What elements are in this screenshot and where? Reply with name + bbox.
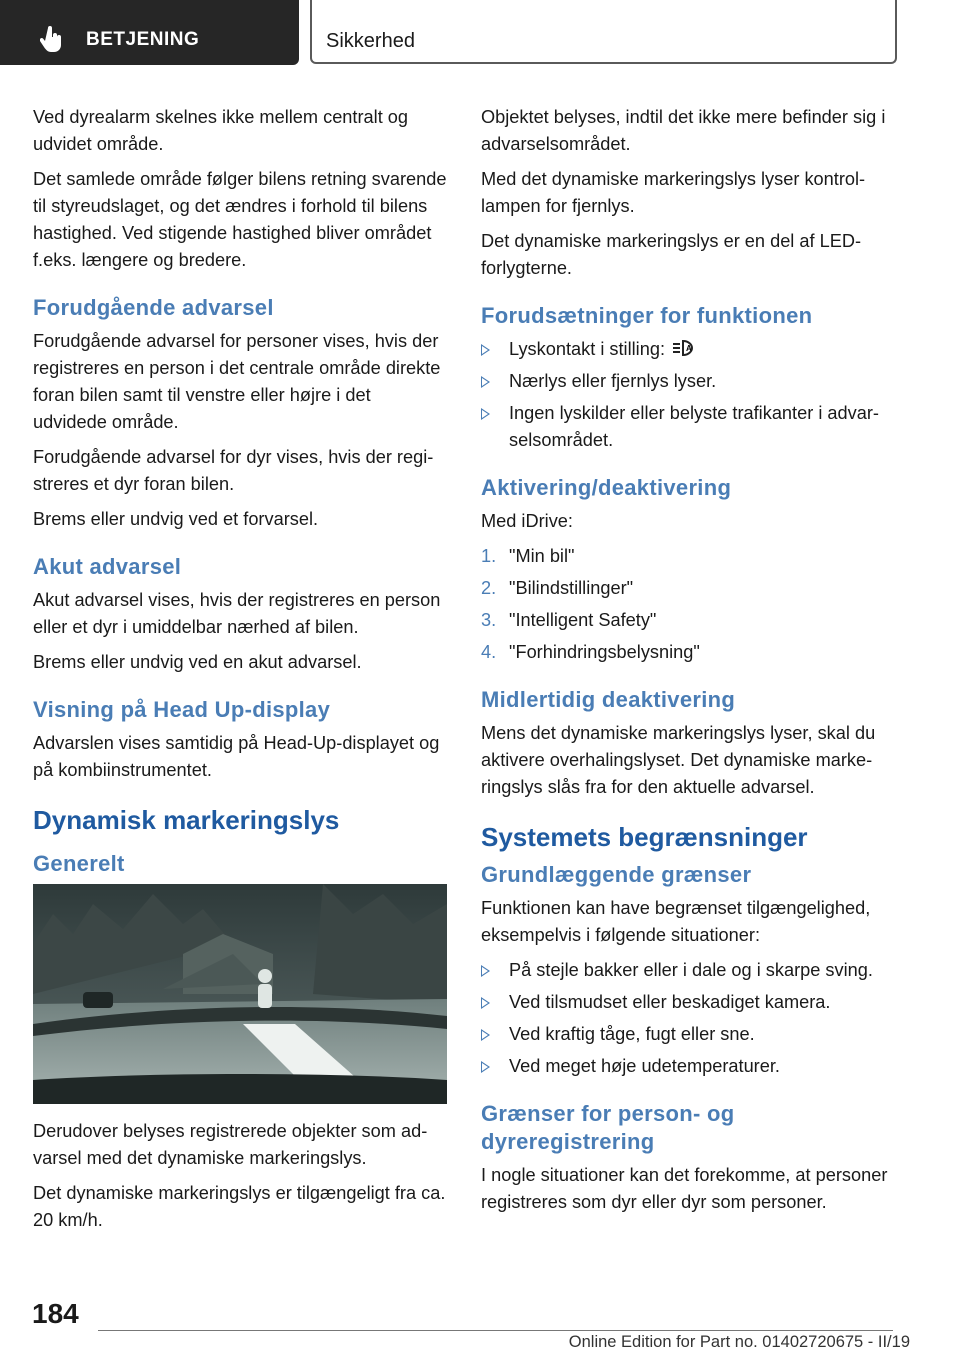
svg-text:A: A [686,344,692,353]
paragraph: Advarslen vises samtidig på Head-Up-displayet og på kombiinstrumentet. [33,733,440,780]
heading-forudgaaende: Forudgående advarsel [33,295,274,320]
paragraph: I nogle situationer kan det forekomme, at personer registreres som dyr eller dyr som personer. [481,1165,888,1212]
heading-head-up: Visning på Head Up-display [33,697,331,722]
list-item: 1. "Min bil" [481,546,575,566]
auto-headlight-icon [671,338,697,358]
footer-divider [98,1330,893,1331]
list-item: Ved kraftig tåge, fugt eller sne. [481,1021,897,1048]
heading-systemets: Systemets begrænsninger [481,822,808,852]
paragraph: Med det dynamiske markeringslys lyser kontrollampen for fjernlys. [481,169,866,216]
list-item: Ved meget høje udetemperaturer. [481,1053,897,1080]
paragraph: Det dynamiske markeringslys er en del af LED-forlygterne. [481,231,862,278]
paragraph: Objektet belyses, indtil det ikke mere befinder sig i advarselsområdet. [481,107,886,154]
bullet-triangle-icon [481,376,490,388]
hand-pointer-icon [40,26,64,52]
heading-graenser: Grænser for person- og dyreregistrering [481,1101,735,1154]
heading-aktivering: Aktivering/deaktivering [481,475,732,500]
paragraph: Akut advarsel vises, hvis der registreres en person eller et dyr i umiddelbar nærhed af bilen. [33,590,441,637]
list-item: På stejle bakker eller i dale og i skarpe sving. [481,957,897,984]
requirements-list [481,336,897,454]
edition-note: Online Edition for Part no. 01402720675 - II/19 [568,1333,910,1351]
bullet-triangle-icon [481,1029,490,1041]
paragraph: Det samlede område følger bilens retning svarende til styreudslaget, og det ændres i forhold til bilens hastighed. Ved stigende hastighed bliver området f.eks. længere og bredere. [33,169,447,270]
section-label: BETJENING [86,29,200,50]
night-road-illustration [33,884,447,1104]
chapter-title: Sikkerhed [326,30,415,52]
bullet-triangle-icon [481,408,490,420]
paragraph: Brems eller undvig ved en akut advarsel. [33,652,362,672]
heading-dynamisk: Dynamisk markeringslys [33,805,340,835]
paragraph: Brems eller undvig ved et forvarsel. [33,509,319,529]
heading-grundlaeggende: Grundlæggende grænser [481,862,752,887]
bullet-triangle-icon [481,965,490,977]
heading-midlertidig: Midlertidig deaktivering [481,687,736,712]
list-item: Ved tilsmudset eller beskadiget kamera. [481,989,897,1016]
paragraph: Det dynamiske markeringslys er tilgængeligt fra ca. 20 km/h. [33,1183,446,1230]
list-item: Lyskontakt i stilling: A [481,336,897,363]
heading-akut: Akut advarsel [33,554,182,579]
left-column [33,104,449,1242]
list-item: 3. "Intelligent Safety" [481,610,657,630]
paragraph: Ved dyrealarm skelnes ikke mellem centralt og udvidet område. [33,107,409,154]
heading-forudsaetninger: Forudsætninger for funktionen [481,303,813,328]
right-column [481,104,897,1224]
paragraph: Funktionen kan have begrænset tilgængelighed, eksempelvis i følgende situationer: [481,898,871,945]
bullet-triangle-icon [481,344,490,356]
paragraph: Mens det dynamiske markeringslys lyser, skal du aktivere overhalingslyset. Det dynamiske markeringslys slås fra for den aktuelle advarsel. [481,723,876,797]
list-item: 4. "Forhindringsbelysning" [481,642,700,662]
limitations-list [481,957,897,1080]
paragraph: Forudgående advarsel for dyr vises, hvis der registreres et dyr foran bilen. [33,447,434,494]
list-item: Nærlys eller fjernlys lyser. [481,368,897,395]
bullet-triangle-icon [481,997,490,1009]
list-item: Ingen lyskilder eller belyste trafikanter i advarselsområdet. [481,400,897,454]
paragraph: Med iDrive: [481,511,573,531]
page-number: 184 [32,1298,79,1329]
heading-generelt: Generelt [33,851,125,876]
bullet-triangle-icon [481,1061,490,1073]
paragraph: Derudover belyses registrerede objekter som advarsel med det dynamiske markeringslys. [33,1121,428,1168]
steps-list [481,543,897,666]
paragraph: Forudgående advarsel for personer vises, hvis der registreres en person i det centrale område direkte foran bilen samt til venstre eller højre i det udvidede område. [33,331,441,432]
list-item: 2. "Bilindstillinger" [481,578,634,598]
